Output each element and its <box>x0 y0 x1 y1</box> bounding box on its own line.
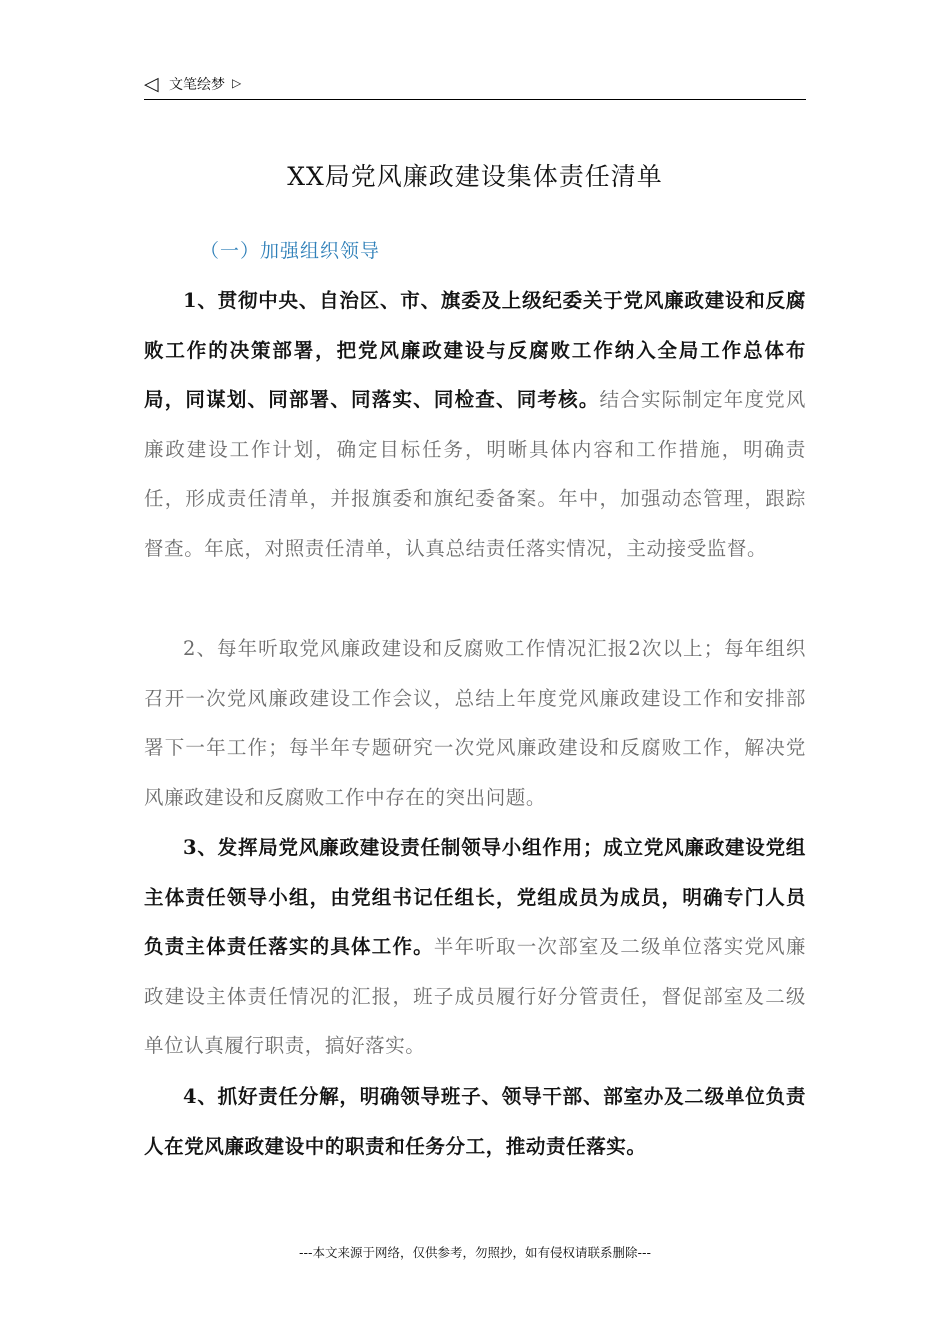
paragraph-3 <box>144 823 806 1071</box>
footer-disclaimer: ---本文来源于网络，仅供参考，勿照抄，如有侵权请联系删除--- <box>298 1245 652 1260</box>
paragraph-1 <box>144 276 806 574</box>
paragraph-2 <box>144 624 806 822</box>
header-brand: 文笔绘梦 <box>169 77 225 93</box>
paragraph-1-bold: 1、贯彻中央、自治区、市、旗委及上级纪委关于党风廉政建设和反腐败工作的决策部署，把党风廉政建设与反腐败工作纳入全局工作总体布局，同谋划、同部署、同落实、同检查、同考核。 <box>144 289 806 412</box>
paragraph-4 <box>144 1072 806 1171</box>
paragraph-2-text: 2、每年听取党风廉政建设和反腐败工作情况汇报2次以上；每年组织召开一次党风廉政建设工作会议，总结上年度党风廉政建设工作和安排部署下一年工作；每半年专题研究一次党风廉政建设和反腐败工作，解决党风廉政建设和反腐败工作中存在的突出问题。 <box>144 637 806 809</box>
left-triangle-icon: ◁ <box>144 73 159 95</box>
paragraph-3-text: 半年听取一次部室及二级单位落实党风廉政建设主体责任情况的汇报，班子成员履行好分管责任，督促部室及二级单位认真履行职责，搞好落实。 <box>144 935 806 1058</box>
page-header <box>144 72 806 100</box>
document-title: XX局党风廉政建设集体责任清单 <box>287 162 663 191</box>
paragraph-3-bold: 3、发挥局党风廉政建设责任制领导小组作用；成立党风廉政建设党组主体责任领导小组，由党组书记任组长，党组成员为成员，明确专门人员负责主体责任落实的具体工作。 <box>144 836 806 959</box>
paragraph-1-text: 结合实际制定年度党风廉政建设工作计划，确定目标任务，明晰具体内容和工作措施，明确责任，形成责任清单，并报旗委和旗纪委备案。年中，加强动态管理，跟踪督查。年底，对照责任清单，认真总结责任落实情况，主动接受监督。 <box>144 388 806 560</box>
right-triangle-icon: ▷ <box>232 76 242 90</box>
section-heading: （一）加强组织领导 <box>200 240 381 262</box>
paragraph-4-bold: 4、抓好责任分解，明确领导班子、领导干部、部室办及二级单位负责人在党风廉政建设中的职责和任务分工，推动责任落实。 <box>144 1085 806 1158</box>
